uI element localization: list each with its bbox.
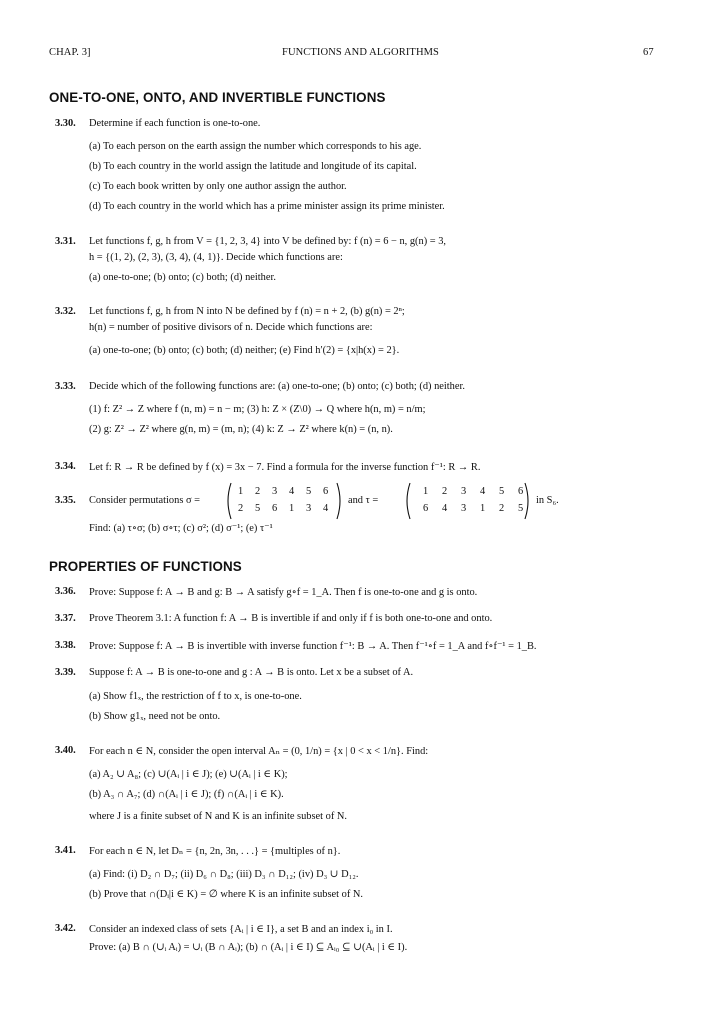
matrix-entry: 5 — [499, 486, 505, 497]
problem-options: (a) one-to-one; (b) onto; (c) both; (d) neither. — [89, 272, 276, 283]
section-heading-properties: PROPERTIES OF FUNCTIONS — [49, 559, 242, 574]
matrix-entry: 4 — [323, 503, 329, 514]
in-s6-label: in S₆. — [536, 495, 559, 506]
problem-item: (a) Show f1ₓ, the restriction of f to x, is one-to-one. — [89, 691, 302, 702]
problem-item: (b) To each country in the world assign the latitude and longitude of its capital. — [89, 161, 417, 172]
right-paren-icon — [524, 482, 532, 520]
matrix-entry: 5 — [306, 486, 312, 497]
matrix-entry: 3 — [461, 486, 467, 497]
problem-number: 3.40. — [55, 745, 76, 756]
matrix-entry: 4 — [289, 486, 295, 497]
matrix-entry: 5 — [518, 503, 524, 514]
matrix-entry: 6 — [272, 503, 278, 514]
problem-number: 3.32. — [55, 306, 76, 317]
problem-text: Let functions f, g, h from N into N be defined by f (n) = n + 2, (b) g(n) = 2ⁿ; — [89, 306, 405, 317]
problem-text: Determine if each function is one-to-one. — [89, 118, 261, 129]
problem-item: (a) To each person on the earth assign the number which corresponds to his age. — [89, 141, 422, 152]
problem-number: 3.37. — [55, 613, 76, 624]
problem-text: h = {(1, 2), (2, 3), (3, 4), (4, 1)}. Decide which functions are: — [89, 252, 343, 263]
problem-number: 3.33. — [55, 381, 76, 392]
section-heading-invertible: ONE-TO-ONE, ONTO, AND INVERTIBLE FUNCTIONS — [49, 90, 386, 105]
matrix-entry: 3 — [461, 503, 467, 514]
matrix-entry: 1 — [238, 486, 244, 497]
problem-item: (d) To each country in the world which has a prime minister assign its prime minister. — [89, 201, 445, 212]
problem-text: For each n ∈ N, consider the open interval Aₙ = (0, 1/n) = {x | 0 < x < 1/n}. Find: — [89, 746, 429, 757]
matrix-entry: 6 — [518, 486, 524, 497]
problem-item: (a) Find: (i) D₂ ∩ D₇; (ii) D₆ ∩ D₈; (iii) D₃ ∩ D₁₂; (iv) D₃ ∪ D₁₂. — [89, 869, 359, 880]
matrix-entry: 2 — [238, 503, 244, 514]
problem-text: For each n ∈ N, let Dₙ = {n, 2n, 3n, . . .} = {multiples of n}. — [89, 846, 341, 857]
problem-text: Consider an indexed class of sets {Aᵢ | i ∈ I}, a set B and an index i₀ in I. — [89, 924, 393, 935]
problem-text: where J is a finite subset of N and K is an infinite subset of N. — [89, 811, 347, 822]
running-title: FUNCTIONS AND ALGORITHMS — [282, 47, 439, 58]
problem-item: (2) g: Z² → Z² where g(n, m) = (m, n); (4) k: Z → Z² where k(n) = (n, n). — [89, 424, 393, 435]
problem-number: 3.31. — [55, 236, 76, 247]
problem-text: Consider permutations σ = — [89, 495, 201, 506]
matrix-entry: 4 — [442, 503, 448, 514]
problem-text: Prove Theorem 3.1: A function f: A → B is invertible if and only if f is both one-to-one and onto. — [89, 613, 493, 624]
problem-number: 3.41. — [55, 845, 76, 856]
and-tau-label: and τ = — [348, 495, 379, 506]
problem-item: (b) Show g1ₓ, need not be onto. — [89, 711, 221, 722]
matrix-entry: 5 — [255, 503, 261, 514]
problem-item: (b) A₃ ∩ A₇; (d) ∩(Aᵢ | i ∈ J); (f) ∩(Aᵢ | i ∈ K). — [89, 789, 284, 800]
problem-item: (1) f: Z² → Z where f (n, m) = n − m; (3) h: Z × (Z\0) → Q where h(n, m) = n/m; — [89, 404, 426, 415]
problem-number: 3.35. — [55, 495, 76, 506]
problem-item: (b) Prove that ∩(Dᵢ|i ∈ K) = ∅ where K is an infinite subset of N. — [89, 889, 363, 900]
matrix-entry: 1 — [289, 503, 295, 514]
problem-find: Find: (a) τ∘σ; (b) σ∘τ; (c) σ²; (d) σ⁻¹; (e) τ⁻¹ — [89, 523, 273, 534]
matrix-entry: 2 — [442, 486, 448, 497]
problem-number: 3.42. — [55, 923, 76, 934]
matrix-entry: 3 — [306, 503, 312, 514]
matrix-entry: 1 — [423, 486, 429, 497]
problem-text: Suppose f: A → B is one-to-one and g : A → B is onto. Let x be a subset of A. — [89, 667, 414, 678]
problem-text: Decide which of the following functions are: (a) one-to-one; (b) onto; (c) both; (d) neither. — [89, 381, 465, 392]
problem-text: Let functions f, g, h from V = {1, 2, 3, 4} into V be defined by: f (n) = 6 − n, g(n) = 3, — [89, 236, 447, 247]
problem-number: 3.30. — [55, 118, 76, 129]
problem-text: Prove: Suppose f: A → B is invertible with inverse function f⁻¹: B → A. Then f⁻¹∘f = 1_A and f∘f⁻¹ = 1_B. — [89, 641, 537, 652]
problem-number: 3.36. — [55, 586, 76, 597]
chapter-label: CHAP. 3] — [49, 47, 91, 58]
matrix-entry: 3 — [272, 486, 278, 497]
problem-number: 3.34. — [55, 461, 76, 472]
matrix-entry: 1 — [480, 503, 486, 514]
matrix-entry: 2 — [499, 503, 505, 514]
problem-item: (c) To each book written by only one author assign the author. — [89, 181, 347, 192]
problem-text: Prove: Suppose f: A → B and g: B → A satisfy g∘f = 1_A. Then f is one-to-one and g is onto. — [89, 587, 478, 598]
matrix-entry: 2 — [255, 486, 261, 497]
page-number: 67 — [643, 47, 654, 58]
matrix-entry: 6 — [323, 486, 329, 497]
problem-number: 3.39. — [55, 667, 76, 678]
problem-text: h(n) = number of positive divisors of n. Decide which functions are: — [89, 322, 373, 333]
matrix-entry: 6 — [423, 503, 429, 514]
problem-item: (a) A₂ ∪ A₈; (c) ∪(Aᵢ | i ∈ J); (e) ∪(Aᵢ | i ∈ K); — [89, 769, 288, 780]
left-paren-icon — [224, 482, 232, 520]
left-paren-icon — [403, 482, 411, 520]
problem-options: (a) one-to-one; (b) onto; (c) both; (d) neither; (e) Find h′(2) = {x|h(x) = 2}. — [89, 345, 400, 356]
right-paren-icon — [336, 482, 344, 520]
matrix-entry: 4 — [480, 486, 486, 497]
problem-text: Prove: (a) B ∩ (∪ᵢ Aᵢ) = ∪ᵢ (B ∩ Aᵢ); (b) ∩ (Aᵢ | i ∈ I) ⊆ Aᵢ₀ ⊆ ∪(Aᵢ | i ∈ I). — [89, 942, 408, 953]
problem-number: 3.38. — [55, 640, 76, 651]
problem-text: Let f: R → R be defined by f (x) = 3x − 7. Find a formula for the inverse function f⁻¹: R → R. — [89, 462, 481, 473]
